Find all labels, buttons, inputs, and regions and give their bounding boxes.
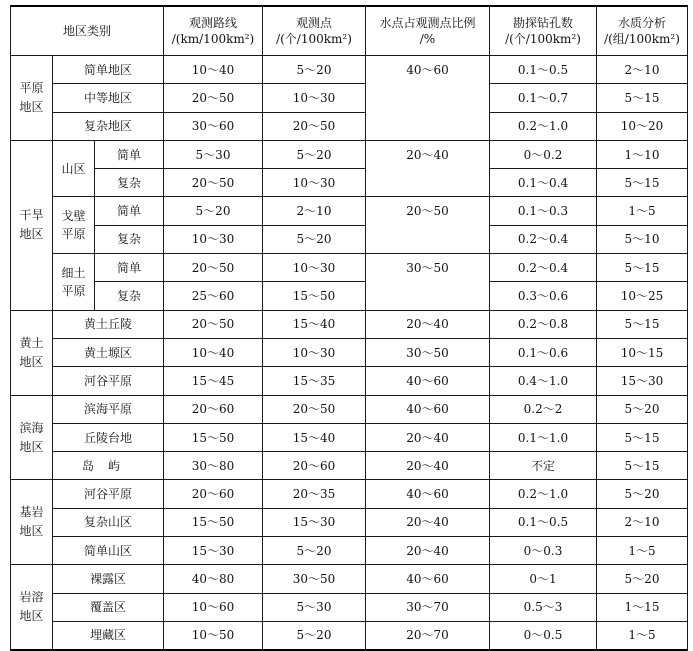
- table-row: [11, 508, 688, 536]
- cell-points: 15～30: [263, 508, 366, 536]
- header-drill: [490, 6, 597, 56]
- cell-route: 10～40: [164, 338, 263, 366]
- header-drill-unit: /(个/100km²): [505, 32, 581, 46]
- cell-quality: 5～15: [597, 254, 688, 282]
- cell-route: 20～50: [164, 169, 263, 197]
- cell-quality: 5～15: [597, 452, 688, 480]
- cell-points: 5～20: [263, 140, 366, 168]
- region-label: 滨海: [19, 420, 44, 435]
- cell-drill: 0.2～2: [490, 395, 597, 423]
- row-label: 复杂: [95, 169, 164, 197]
- cell-points: 20～35: [263, 480, 366, 508]
- cell-drill: 0.2～1.0: [490, 112, 597, 140]
- cell-drill: 0.2～0.4: [490, 225, 597, 253]
- cell-quality: 15～30: [597, 367, 688, 395]
- table-row: [11, 197, 688, 225]
- cell-drill: 0～0.5: [490, 621, 597, 649]
- table-row: [11, 565, 688, 593]
- cell-quality: 10～15: [597, 338, 688, 366]
- cell-route: 15～45: [164, 367, 263, 395]
- cell-points: 5～20: [263, 56, 366, 84]
- cell-water: 20～70: [366, 621, 490, 649]
- region-label: 地区: [19, 227, 44, 242]
- region-label: 地区: [19, 524, 44, 539]
- cell-water: 20～40: [366, 537, 490, 565]
- cell-route: 5～20: [164, 197, 263, 225]
- cell-water: 20～40: [366, 310, 490, 338]
- header-points: [263, 6, 366, 56]
- cell-water: 30～50: [366, 338, 490, 366]
- cell-quality: 5～20: [597, 395, 688, 423]
- header-water-ratio: [366, 6, 490, 56]
- table-row: [11, 537, 688, 565]
- row-label: 黄土塬区: [53, 338, 164, 366]
- cell-quality: 1～5: [597, 537, 688, 565]
- cell-route: 10～30: [164, 225, 263, 253]
- cell-drill: 0.1～0.5: [490, 508, 597, 536]
- cell-water: 20～40: [366, 508, 490, 536]
- table-row: [11, 282, 688, 310]
- row-label: 河谷平原: [53, 480, 164, 508]
- region-arid: [11, 140, 53, 310]
- table-row: [11, 56, 688, 84]
- row-label: 复杂: [95, 225, 164, 253]
- cell-quality: 10～25: [597, 282, 688, 310]
- cell-drill: 0.5～3: [490, 593, 597, 621]
- cell-drill: 0.1～0.4: [490, 169, 597, 197]
- table-row: [11, 593, 688, 621]
- cell-drill: 0～0.2: [490, 140, 597, 168]
- subregion-mountain: 山区: [53, 140, 95, 197]
- cell-route: 20～50: [164, 310, 263, 338]
- header-water-ratio-unit: /%: [419, 32, 436, 46]
- region-karst: [11, 565, 53, 650]
- cell-points: 20～50: [263, 395, 366, 423]
- cell-route: 25～60: [164, 282, 263, 310]
- survey-density-table: [10, 5, 688, 651]
- region-label: 平原: [19, 80, 44, 95]
- cell-drill: 0.2～0.4: [490, 254, 597, 282]
- row-label: 复杂地区: [53, 112, 164, 140]
- header-route-unit: /(km/100km²): [171, 32, 255, 46]
- cell-route: 20～60: [164, 480, 263, 508]
- cell-drill: 0.2～0.8: [490, 310, 597, 338]
- row-label: 河谷平原: [53, 367, 164, 395]
- region-label: 地区: [19, 609, 44, 624]
- header-drill-title: 勘探钻孔数: [512, 16, 573, 30]
- cell-quality: 5～15: [597, 310, 688, 338]
- cell-quality: 1～10: [597, 140, 688, 168]
- row-label: 裸露区: [53, 565, 164, 593]
- table-row: [11, 310, 688, 338]
- row-label: 中等地区: [53, 84, 164, 112]
- row-label: 滨海平原: [53, 395, 164, 423]
- row-label: 简单: [95, 197, 164, 225]
- cell-route: 15～50: [164, 423, 263, 451]
- cell-water: 20～50: [366, 197, 490, 254]
- cell-quality: 5～15: [597, 84, 688, 112]
- cell-quality: 1～15: [597, 593, 688, 621]
- cell-points: 20～60: [263, 452, 366, 480]
- table-row: [11, 169, 688, 197]
- cell-route: 10～60: [164, 593, 263, 621]
- row-label: 简单地区: [53, 56, 164, 84]
- region-loess: [11, 310, 53, 395]
- cell-drill: 0～0.3: [490, 537, 597, 565]
- table-row: [11, 225, 688, 253]
- row-label: 丘陵台地: [53, 423, 164, 451]
- subregion-label: 平原: [61, 227, 86, 242]
- cell-drill: 不定: [490, 452, 597, 480]
- cell-route: 30～60: [164, 112, 263, 140]
- cell-quality: 2～10: [597, 508, 688, 536]
- region-label: 黄土: [19, 335, 44, 350]
- region-label: 干旱: [19, 208, 44, 223]
- row-label: 复杂: [95, 282, 164, 310]
- cell-route: 20～50: [164, 254, 263, 282]
- region-bedrock: [11, 480, 53, 565]
- cell-points: 10～30: [263, 338, 366, 366]
- row-label: 黄土丘陵: [53, 310, 164, 338]
- subregion-fine-soil: [53, 254, 95, 311]
- table-row: [11, 140, 688, 168]
- table-row: [11, 338, 688, 366]
- cell-water: 40～60: [366, 56, 490, 141]
- subregion-label: 细土: [61, 265, 86, 280]
- table-row: [11, 84, 688, 112]
- cell-quality: 5～10: [597, 225, 688, 253]
- cell-quality: 1～5: [597, 621, 688, 649]
- header-points-unit: /(个/100km²): [276, 32, 352, 46]
- cell-points: 20～50: [263, 112, 366, 140]
- header-quality-title: 水质分析: [617, 16, 666, 30]
- cell-route: 5～30: [164, 140, 263, 168]
- region-label: 地区: [19, 354, 44, 369]
- cell-points: 15～50: [263, 282, 366, 310]
- subregion-label: 平原: [61, 283, 86, 298]
- cell-points: 5～20: [263, 537, 366, 565]
- table-row: [11, 480, 688, 508]
- row-label: 埋藏区: [53, 621, 164, 649]
- cell-points: 2～10: [263, 197, 366, 225]
- table-row: [11, 112, 688, 140]
- header-quality: [597, 6, 688, 56]
- cell-points: 10～30: [263, 169, 366, 197]
- header-water-ratio-title: 水点占观测点比例: [379, 16, 476, 30]
- cell-route: 30～80: [164, 452, 263, 480]
- header-quality-unit: /(组/100km²): [604, 32, 680, 46]
- cell-route: 40～80: [164, 565, 263, 593]
- row-label: 复杂山区: [53, 508, 164, 536]
- cell-drill: 0.1～0.5: [490, 56, 597, 84]
- table-row: [11, 621, 688, 649]
- cell-quality: 5～20: [597, 565, 688, 593]
- cell-water: 40～60: [366, 565, 490, 593]
- cell-drill: 0.2～1.0: [490, 480, 597, 508]
- cell-drill: 0.1～0.3: [490, 197, 597, 225]
- row-label: 岛屿: [53, 452, 164, 480]
- cell-points: 10～30: [263, 84, 366, 112]
- cell-drill: 0.1～1.0: [490, 423, 597, 451]
- region-label: 地区: [19, 439, 44, 454]
- cell-route: 20～50: [164, 84, 263, 112]
- table-row: [11, 452, 688, 480]
- table-row: [11, 367, 688, 395]
- cell-points: 30～50: [263, 565, 366, 593]
- cell-route: 15～50: [164, 508, 263, 536]
- subregion-label: 戈壁: [61, 209, 86, 224]
- cell-drill: 0.4～1.0: [490, 367, 597, 395]
- table-row: [11, 395, 688, 423]
- cell-water: 40～60: [366, 367, 490, 395]
- cell-points: 15～35: [263, 367, 366, 395]
- cell-water: 40～60: [366, 395, 490, 423]
- row-label: 覆盖区: [53, 593, 164, 621]
- cell-water: 30～70: [366, 593, 490, 621]
- cell-drill: 0.3～0.6: [490, 282, 597, 310]
- region-coastal: [11, 395, 53, 480]
- cell-points: 10～30: [263, 254, 366, 282]
- cell-route: 15～30: [164, 537, 263, 565]
- table-row: [11, 254, 688, 282]
- cell-points: 5～20: [263, 225, 366, 253]
- cell-drill: 0.1～0.7: [490, 84, 597, 112]
- table-row: [11, 423, 688, 451]
- region-plain: [11, 56, 53, 141]
- region-label: 岩溶: [19, 590, 44, 605]
- subregion-gobi: [53, 197, 95, 254]
- header-route-title: 观测路线: [188, 16, 237, 30]
- header-route: [164, 6, 263, 56]
- region-label: 地区: [19, 99, 44, 114]
- cell-water: 40～60: [366, 480, 490, 508]
- cell-points: 5～30: [263, 593, 366, 621]
- cell-points: 15～40: [263, 310, 366, 338]
- cell-water: 20～40: [366, 452, 490, 480]
- cell-quality: 5～15: [597, 169, 688, 197]
- cell-points: 5～20: [263, 621, 366, 649]
- cell-water: 20～40: [366, 423, 490, 451]
- row-label: 简单: [95, 254, 164, 282]
- cell-quality: 1～5: [597, 197, 688, 225]
- cell-quality: 10～20: [597, 112, 688, 140]
- cell-drill: 0～1: [490, 565, 597, 593]
- header-row: [11, 6, 688, 56]
- header-category: 地区类别: [11, 6, 164, 56]
- region-label: 基岩: [19, 505, 44, 520]
- cell-water: 20～40: [366, 140, 490, 197]
- cell-quality: 5～20: [597, 480, 688, 508]
- row-label: 简单山区: [53, 537, 164, 565]
- cell-quality: 5～15: [597, 423, 688, 451]
- cell-route: 10～40: [164, 56, 263, 84]
- cell-drill: 0.1～0.6: [490, 338, 597, 366]
- cell-water: 30～50: [366, 254, 490, 311]
- header-points-title: 观测点: [295, 16, 332, 30]
- cell-points: 15～40: [263, 423, 366, 451]
- cell-quality: 2～10: [597, 56, 688, 84]
- cell-route: 20～60: [164, 395, 263, 423]
- cell-route: 10～50: [164, 621, 263, 649]
- row-label: 简单: [95, 140, 164, 168]
